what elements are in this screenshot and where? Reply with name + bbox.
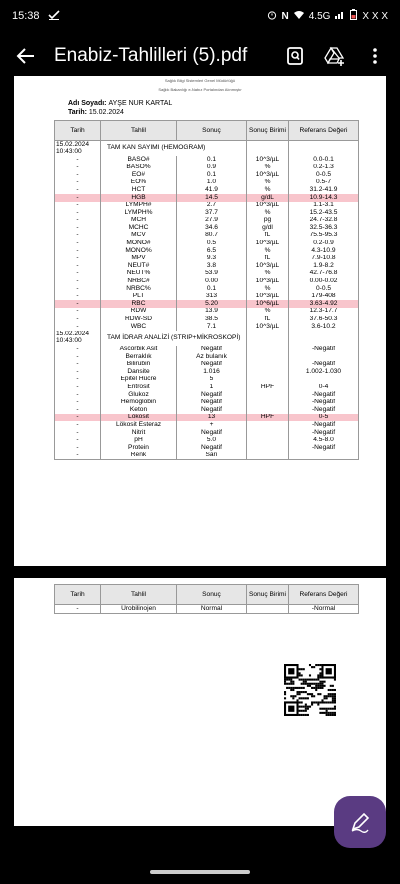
cell-tahlil: Lökosit (101, 414, 177, 422)
status-bar (0, 0, 400, 32)
cell-tahlil: Berraklık (101, 353, 177, 361)
cell-ref: 12.3-17.7 (289, 308, 359, 316)
cell-empty (289, 141, 359, 156)
table-row (55, 323, 359, 331)
cell-ref: 4.5-8.0 (289, 437, 359, 445)
cell-sonuc: Az bulanık (177, 353, 247, 361)
cell-tahlil: HGB (101, 194, 177, 202)
document-title: Enabiz-Tahlilleri (5).pdf (54, 45, 248, 66)
cell-ref: 0.2-1.3 (289, 164, 359, 172)
cell-birim (247, 346, 289, 354)
table-row (55, 232, 359, 240)
table-row (55, 452, 359, 460)
status-time: 15:38 (12, 10, 40, 22)
cell-birim: % (247, 209, 289, 217)
more-vertical-icon (372, 47, 378, 65)
cell-sonuc: 0.1 (177, 156, 247, 164)
name-value: AYŞE NUR KARTAL (108, 100, 173, 107)
table-row (55, 384, 359, 392)
signal-icon (335, 10, 345, 22)
cell-tarih: - (55, 262, 101, 270)
table-row (55, 194, 359, 202)
cell-tarih: - (55, 209, 101, 217)
cell-ref: -Negatif (289, 429, 359, 437)
cell-tarih: - (55, 217, 101, 225)
cell-sonuc: 0.9 (177, 164, 247, 172)
table-row (55, 186, 359, 194)
cell-tahlil: NRBC# (101, 278, 177, 286)
cell-tarih: 15.02.2024 10:43:00 (55, 141, 101, 156)
cell-ref: 31.2-41.9 (289, 186, 359, 194)
cell-tahlil: NEUT# (101, 262, 177, 270)
table-row (55, 300, 359, 308)
table-row (55, 278, 359, 286)
col-header-tarih: Tarih (55, 585, 101, 605)
cell-tahlil: EO% (101, 179, 177, 187)
cell-sonuc: Negatif (177, 399, 247, 407)
col-header-tahlil: Tahlil (101, 585, 177, 605)
back-button[interactable] (6, 36, 46, 76)
name-label: Adı Soyadı: (68, 100, 107, 107)
app-bar (0, 36, 400, 76)
cell-sonuc: 53.9 (177, 270, 247, 278)
cell-tahlil: RDW-SD (101, 316, 177, 324)
cell-ref: -Negatif (289, 391, 359, 399)
home-indicator[interactable] (150, 870, 250, 874)
cell-tarih: - (55, 391, 101, 399)
cell-birim: fL (247, 316, 289, 324)
table-row (55, 247, 359, 255)
cell-tarih: - (55, 293, 101, 301)
cell-sonuc: Negatif (177, 346, 247, 354)
cell-tahlil: Epitel Hücre (101, 376, 177, 384)
cell-tarih: - (55, 376, 101, 384)
cell-tahlil: pH (101, 437, 177, 445)
cell-tarih: - (55, 308, 101, 316)
cell-tarih: - (55, 156, 101, 164)
alarm-icon (267, 10, 277, 23)
cell-sonuc: 38.5 (177, 316, 247, 324)
table-row (55, 421, 359, 429)
cell-birim: HPF (247, 414, 289, 422)
col-header-referans: Referans Değeri (289, 585, 359, 605)
cell-ref: 42.7-76.8 (289, 270, 359, 278)
cell-tarih: - (55, 179, 101, 187)
cell-ref: 0.2-0.9 (289, 240, 359, 248)
cell-birim: g/dl (247, 224, 289, 232)
cell-tarih: - (55, 353, 101, 361)
cell-tarih: - (55, 399, 101, 407)
cell-tarih: - (55, 414, 101, 422)
cell-tarih: - (55, 270, 101, 278)
cell-ref: 10.9-14.3 (289, 194, 359, 202)
cell-tarih: - (55, 444, 101, 452)
cell-birim (247, 605, 289, 614)
cell-birim: % (247, 179, 289, 187)
table-row (55, 156, 359, 164)
cell-tarih: - (55, 429, 101, 437)
cell-empty (289, 331, 359, 346)
lab-results-table (54, 120, 359, 460)
cell-birim: fL (247, 232, 289, 240)
table-row (55, 399, 359, 407)
cell-birim: g/dL (247, 194, 289, 202)
drive-add-icon (324, 46, 346, 66)
cell-sonuc: 3.8 (177, 262, 247, 270)
cell-empty (247, 331, 289, 346)
table-row (55, 209, 359, 217)
date-value: 15.02.2024 (88, 109, 124, 117)
cell-sonuc: Negatif (177, 406, 247, 414)
table-row (55, 262, 359, 270)
cell-birim: 10^6/µL (247, 300, 289, 308)
cell-tahlil: MONO% (101, 247, 177, 255)
col-header-sonuc: Sonuç (177, 585, 247, 605)
cell-tarih: - (55, 232, 101, 240)
table-row (55, 285, 359, 293)
table-row (55, 308, 359, 316)
cell-empty (247, 141, 289, 156)
cell-ref: 0.00-0.02 (289, 278, 359, 286)
status-suffix: X X X (362, 10, 388, 22)
cell-birim (247, 444, 289, 452)
cell-tahlil: EO# (101, 171, 177, 179)
cell-ref: 179-408 (289, 293, 359, 301)
cell-tarih: - (55, 224, 101, 232)
cell-ref: -Negatif (289, 361, 359, 369)
table-row (55, 414, 359, 422)
cell-birim: 10^3/µL (247, 156, 289, 164)
table-row (55, 293, 359, 301)
table-row (55, 270, 359, 278)
cell-tahlil: Renk (101, 452, 177, 460)
col-header-birim: Sonuç Birimi (247, 121, 289, 141)
table-row (55, 171, 359, 179)
date-label: Tarih: (68, 109, 87, 117)
cell-tarih: - (55, 368, 101, 376)
cell-ref: 7.9-10.8 (289, 255, 359, 263)
cell-tahlil: LYMPH% (101, 209, 177, 217)
cell-ref: 1.1-3.1 (289, 202, 359, 210)
cell-tarih: - (55, 278, 101, 286)
cell-tahlil: MCH (101, 217, 177, 225)
cell-sonuc: 7.1 (177, 323, 247, 331)
cell-ref: 24.7-32.8 (289, 217, 359, 225)
cell-birim: 10^3/µL (247, 240, 289, 248)
pdf-page-1 (14, 76, 386, 566)
table-row (55, 368, 359, 376)
cell-sonuc: Negatif (177, 361, 247, 369)
cell-sonuc: 13 (177, 414, 247, 422)
cell-sonuc: Sarı (177, 452, 247, 460)
table-row (55, 202, 359, 210)
cell-sonuc: 13.9 (177, 308, 247, 316)
cell-tarih: - (55, 164, 101, 172)
cell-birim: % (247, 308, 289, 316)
cell-tahlil: BASO% (101, 164, 177, 172)
cell-tahlil: Glukoz (101, 391, 177, 399)
cell-ref: 37.6-50.3 (289, 316, 359, 324)
col-header-tahlil: Tahlil (101, 121, 177, 141)
cell-tahlil: Eritrosit (101, 384, 177, 392)
cell-birim: 10^3/µL (247, 202, 289, 210)
cell-tarih: - (55, 285, 101, 293)
cell-sonuc: 5.20 (177, 300, 247, 308)
cell-tahlil: Ascorbik Asit (101, 346, 177, 354)
add-to-drive-button[interactable] (324, 45, 346, 67)
cell-tarih: - (55, 171, 101, 179)
cell-birim (247, 429, 289, 437)
table-row (55, 240, 359, 248)
cell-tahlil: MCV (101, 232, 177, 240)
cell-birim (247, 361, 289, 369)
battery-icon (350, 9, 357, 23)
cell-birim (247, 391, 289, 399)
cell-tarih: - (55, 384, 101, 392)
cell-birim (247, 376, 289, 384)
cell-sonuc: 80.7 (177, 232, 247, 240)
cell-tahlil: BASO# (101, 156, 177, 164)
cell-birim: HPF (247, 384, 289, 392)
cell-ref: -Negatif (289, 444, 359, 452)
cell-sonuc: 9.3 (177, 255, 247, 263)
cell-ref (289, 353, 359, 361)
cell-birim (247, 452, 289, 460)
cell-birim (247, 437, 289, 445)
cell-birim: 10^3/µL (247, 262, 289, 270)
cell-ref: -Normal (289, 605, 359, 614)
cell-sonuc: 5 (177, 376, 247, 384)
cell-tarih: - (55, 437, 101, 445)
doc-header-line2: Sağlık Bakanlığı e-Nabız Portalından Alınmıştır (158, 87, 242, 92)
cell-tarih: - (55, 361, 101, 369)
cell-birim (247, 406, 289, 414)
table-row (55, 605, 359, 614)
edit-pen-icon (349, 811, 371, 833)
cell-tarih: - (55, 247, 101, 255)
cell-tahlil: HCT (101, 186, 177, 194)
more-options-button[interactable] (364, 45, 386, 67)
cell-sonuc: 1 (177, 384, 247, 392)
cell-sonuc: 0.1 (177, 285, 247, 293)
cell-ref: 0.0-0.1 (289, 156, 359, 164)
cell-ref: -Negatif (289, 346, 359, 354)
wifi-icon (294, 10, 304, 22)
table-row (55, 444, 359, 452)
cell-tarih: - (55, 452, 101, 460)
cell-sonuc: 27.9 (177, 217, 247, 225)
doc-header-line1: Sağlık Bilgi Sistemleri Genel Müdürlüğü (164, 78, 236, 83)
table-row (55, 164, 359, 172)
cell-tahlil: Lökosit Esteraz (101, 421, 177, 429)
table-row (55, 346, 359, 354)
cell-ref: 0-0.5 (289, 171, 359, 179)
cell-ref: -Negatif (289, 421, 359, 429)
table-row (55, 406, 359, 414)
cell-tahlil: RBC (101, 300, 177, 308)
cell-birim: 10^3/µL (247, 293, 289, 301)
check-icon (48, 10, 60, 23)
cell-sonuc: 14.5 (177, 194, 247, 202)
col-header-sonuc: Sonuç (177, 121, 247, 141)
col-header-birim: Sonuç Birimi (247, 585, 289, 605)
cell-birim: % (247, 164, 289, 172)
cell-ref: 15.2-43.5 (289, 209, 359, 217)
cell-sonuc: Normal (177, 605, 247, 614)
cell-ref: 32.5-36.3 (289, 224, 359, 232)
cell-birim: % (247, 247, 289, 255)
cell-ref: 0.5-7 (289, 179, 359, 187)
cell-birim: 10^3/µL (247, 278, 289, 286)
cell-birim: % (247, 186, 289, 194)
cell-tahlil: LYMPH# (101, 202, 177, 210)
arrow-left-icon (16, 46, 36, 66)
cell-tahlil: Keton (101, 406, 177, 414)
cell-group-title: TAM KAN SAYIMI (HEMOGRAM) (101, 141, 247, 156)
cell-sonuc: 1.0 (177, 179, 247, 187)
table-row (55, 316, 359, 324)
cell-sonuc: Negatif (177, 391, 247, 399)
col-header-tarih: Tarih (55, 121, 101, 141)
cell-tahlil: Nitrit (101, 429, 177, 437)
cell-ref: 1.9-8.2 (289, 262, 359, 270)
cell-tarih: - (55, 323, 101, 331)
cell-tarih: - (55, 300, 101, 308)
cell-ref: 1.002-1.030 (289, 368, 359, 376)
cell-tarih: - (55, 194, 101, 202)
cell-ref: 0-0.5 (289, 285, 359, 293)
document-search-icon (285, 46, 305, 66)
cell-birim (247, 368, 289, 376)
cell-sonuc: 37.7 (177, 209, 247, 217)
table-row (55, 217, 359, 225)
search-document-button[interactable] (284, 45, 306, 67)
qr-code (284, 664, 336, 716)
cell-tarih: - (55, 202, 101, 210)
cell-tarih: - (55, 240, 101, 248)
cell-sonuc: 5.0 (177, 437, 247, 445)
table-row (55, 391, 359, 399)
cell-sonuc: 6.5 (177, 247, 247, 255)
cell-tahlil: RDW (101, 308, 177, 316)
cell-ref: 3.6-10.2 (289, 323, 359, 331)
cell-sonuc: + (177, 421, 247, 429)
table-row (55, 437, 359, 445)
cell-tarih: - (55, 605, 101, 614)
table-group-row (55, 331, 359, 346)
table-row (55, 361, 359, 369)
cell-ref: -Negatif (289, 406, 359, 414)
cell-birim: pg (247, 217, 289, 225)
cell-sonuc: Negatif (177, 444, 247, 452)
cell-sonuc: Negatif (177, 429, 247, 437)
cell-birim: fL (247, 255, 289, 263)
table-row (55, 353, 359, 361)
cell-birim: % (247, 285, 289, 293)
edit-fab-button[interactable] (334, 796, 386, 848)
cell-group-title: TAM İDRAR ANALİZİ (STRIP+MİKROSKOPİ) (101, 331, 247, 346)
table-row (55, 179, 359, 187)
cell-sonuc: 313 (177, 293, 247, 301)
cell-ref (289, 376, 359, 384)
cell-sonuc: 0.00 (177, 278, 247, 286)
cell-tahlil: Bilirubin (101, 361, 177, 369)
cell-tahlil: MCHC (101, 224, 177, 232)
cell-tarih: - (55, 406, 101, 414)
cell-tarih: - (55, 421, 101, 429)
cell-ref: -Negatif (289, 399, 359, 407)
cell-tahlil: Dansite (101, 368, 177, 376)
cell-tarih: - (55, 255, 101, 263)
cell-tahlil: MONO# (101, 240, 177, 248)
col-header-referans: Referans Değeri (289, 121, 359, 141)
cell-sonuc: 2.7 (177, 202, 247, 210)
cell-tarih: 15.02.2024 10:43:00 (55, 331, 101, 346)
cell-tahlil: Hemoglobin (101, 399, 177, 407)
table-group-row (55, 141, 359, 156)
pdf-page-2 (14, 578, 386, 826)
cell-tahlil: PLT (101, 293, 177, 301)
cell-ref: 4.3-10.9 (289, 247, 359, 255)
cell-tahlil: Protein (101, 444, 177, 452)
cell-tarih: - (55, 346, 101, 354)
cell-tahlil: Ürobilinojen (101, 605, 177, 614)
cell-tahlil: NRBC% (101, 285, 177, 293)
cell-ref: 0-4 (289, 384, 359, 392)
cell-birim (247, 421, 289, 429)
cell-sonuc: 41.9 (177, 186, 247, 194)
table-row (55, 376, 359, 384)
table-row (55, 224, 359, 232)
cell-birim (247, 399, 289, 407)
cell-sonuc: 0.5 (177, 240, 247, 248)
table-row (55, 255, 359, 263)
cell-tahlil: MPV (101, 255, 177, 263)
cell-birim: 10^3/µL (247, 323, 289, 331)
network-type: 4.5G (308, 10, 331, 22)
cell-birim: 10^3/µL (247, 171, 289, 179)
table-row (55, 429, 359, 437)
cell-birim: % (247, 270, 289, 278)
cell-ref: 0-5 (289, 414, 359, 422)
cell-ref: 75.5-95.3 (289, 232, 359, 240)
cell-tahlil: NEUT% (101, 270, 177, 278)
lab-results-table-continued (54, 584, 359, 614)
cell-sonuc: 34.6 (177, 224, 247, 232)
cell-sonuc: 0.1 (177, 171, 247, 179)
cell-sonuc: 1.016 (177, 368, 247, 376)
cell-tahlil: WBC (101, 323, 177, 331)
cell-ref (289, 452, 359, 460)
patient-info (68, 99, 386, 117)
cell-ref: 3.63-4.92 (289, 300, 359, 308)
cell-tarih: - (55, 186, 101, 194)
cell-tarih: - (55, 316, 101, 324)
nfc-icon: N (281, 10, 289, 22)
cell-birim (247, 353, 289, 361)
